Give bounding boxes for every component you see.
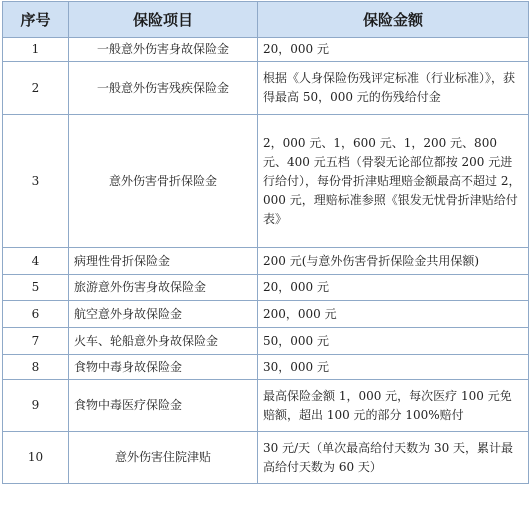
table-row xyxy=(3,328,529,355)
row-number: 2 xyxy=(3,62,69,115)
table-row xyxy=(3,432,529,484)
row-number: 5 xyxy=(3,275,69,301)
row-number: 3 xyxy=(3,115,69,248)
row-item: 食物中毒身故保险金 xyxy=(69,355,258,380)
table-row xyxy=(3,115,529,248)
row-number: 9 xyxy=(3,380,69,432)
row-amount: 200，000 元 xyxy=(258,301,529,328)
row-amount: 2，000 元、1，600 元、1，200 元、800 元、400 元五档（骨裂无论部位都按 200 元进行给付），每份骨折津贴理赔金额最高不超过 2，000 元，理赔标准参照《银发无忧骨折津贴给付表》 xyxy=(258,115,529,248)
table-row xyxy=(3,380,529,432)
row-amount: 20，000 元 xyxy=(258,38,529,62)
insurance-benefits-table xyxy=(2,1,529,484)
row-number: 6 xyxy=(3,301,69,328)
row-amount: 20，000 元 xyxy=(258,275,529,301)
row-item: 一般意外伤害残疾保险金 xyxy=(69,62,258,115)
table-row xyxy=(3,248,529,275)
insurance-table-container xyxy=(2,1,528,484)
row-amount: 根据《人身保险伤残评定标准（行业标准）》，获得最高 50，000 元的伤残给付金 xyxy=(258,62,529,115)
row-item: 旅游意外伤害身故保险金 xyxy=(69,275,258,301)
row-item: 意外伤害骨折保险金 xyxy=(69,115,258,248)
row-amount: 200 元(与意外伤害骨折保险金共用保额) xyxy=(258,248,529,275)
row-amount: 最高保险金额 1，000 元，每次医疗 100 元免赔额，超出 100 元的部分 100%赔付 xyxy=(258,380,529,432)
row-item: 食物中毒医疗保险金 xyxy=(69,380,258,432)
table-row xyxy=(3,275,529,301)
row-amount: 30 元/天（单次最高给付天数为 30 天，累计最高给付天数为 60 天） xyxy=(258,432,529,484)
row-number: 10 xyxy=(3,432,69,484)
header-number: 序号 xyxy=(3,2,69,38)
row-number: 4 xyxy=(3,248,69,275)
row-item: 火车、轮船意外身故保险金 xyxy=(69,328,258,355)
table-row xyxy=(3,38,529,62)
row-number: 1 xyxy=(3,38,69,62)
row-item: 一般意外伤害身故保险金 xyxy=(69,38,258,62)
table-row xyxy=(3,62,529,115)
row-number: 8 xyxy=(3,355,69,380)
row-item: 意外伤害住院津贴 xyxy=(69,432,258,484)
header-insurance-item: 保险项目 xyxy=(69,2,258,38)
table-row xyxy=(3,301,529,328)
row-number: 7 xyxy=(3,328,69,355)
row-amount: 30，000 元 xyxy=(258,355,529,380)
row-amount: 50，000 元 xyxy=(258,328,529,355)
table-header-row xyxy=(3,2,529,38)
header-insurance-amount: 保险金额 xyxy=(258,2,529,38)
row-item: 病理性骨折保险金 xyxy=(69,248,258,275)
table-row xyxy=(3,355,529,380)
row-item: 航空意外身故保险金 xyxy=(69,301,258,328)
